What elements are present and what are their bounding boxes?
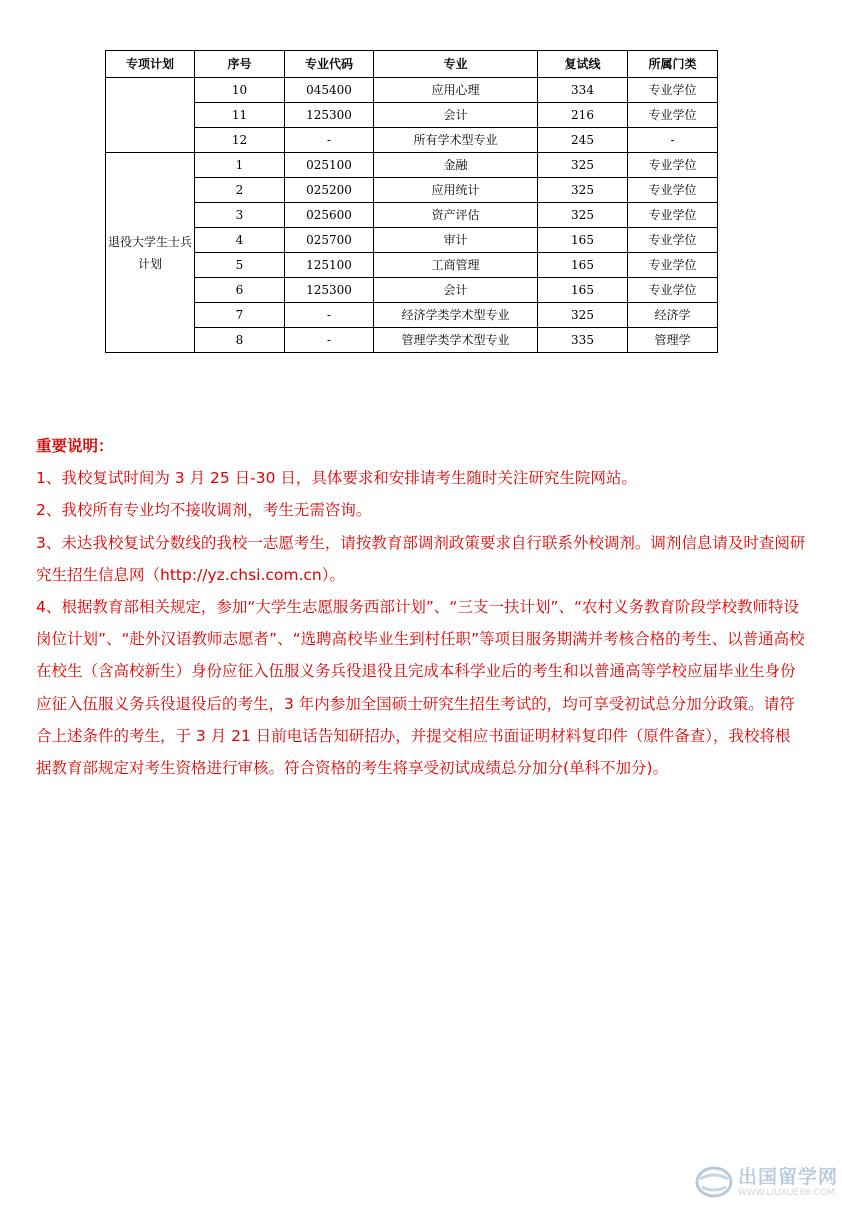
cell-score: 335 [538, 328, 628, 353]
cell-major: 工商管理 [374, 253, 538, 278]
cell-code: 025700 [285, 228, 374, 253]
cell-major: 应用心理 [374, 78, 538, 103]
cell-category: 专业学位 [628, 103, 718, 128]
cell-index: 1 [195, 153, 285, 178]
cell-category: - [628, 128, 718, 153]
cell-major: 应用统计 [374, 178, 538, 203]
cell-index: 2 [195, 178, 285, 203]
table-row [106, 303, 718, 328]
note-item-3: 3、未达我校复试分数线的我校一志愿考生，请按教育部调剂政策要求自行联系外校调剂。调剂信息请及时查阅研究生招生信息网（http://yz.chsi.com.cn）。 [36, 533, 806, 584]
cell-score: 216 [538, 103, 628, 128]
header-retest-line: 复试线 [538, 51, 628, 78]
cell-major: 金融 [374, 153, 538, 178]
cell-code: - [285, 303, 374, 328]
cell-major: 审计 [374, 228, 538, 253]
cell-code: 125100 [285, 253, 374, 278]
cell-score: 325 [538, 203, 628, 228]
notes-title: 重要说明： [36, 437, 114, 455]
cell-score: 165 [538, 278, 628, 303]
table-row [106, 178, 718, 203]
cell-category: 专业学位 [628, 253, 718, 278]
cell-index: 5 [195, 253, 285, 278]
cell-major: 资产评估 [374, 203, 538, 228]
cell-score: 334 [538, 78, 628, 103]
table-row [106, 278, 718, 303]
cell-index: 3 [195, 203, 285, 228]
header-category: 所属门类 [628, 51, 718, 78]
table-row [106, 103, 718, 128]
table-row [106, 328, 718, 353]
table-row [106, 128, 718, 153]
globe-logo-icon [694, 1165, 734, 1199]
header-plan: 专项计划 [106, 51, 195, 78]
important-notes [36, 430, 806, 784]
cell-index: 12 [195, 128, 285, 153]
watermark-logo [694, 1165, 838, 1199]
plan-cell [106, 78, 195, 153]
cell-index: 6 [195, 278, 285, 303]
cell-major: 所有学术型专业 [374, 128, 538, 153]
cell-code: 125300 [285, 103, 374, 128]
cell-category: 专业学位 [628, 178, 718, 203]
plan-cell: 退役大学生士兵计划 [106, 153, 195, 353]
cell-score: 245 [538, 128, 628, 153]
cell-major: 会计 [374, 103, 538, 128]
cell-code: 025200 [285, 178, 374, 203]
cell-index: 7 [195, 303, 285, 328]
cell-index: 8 [195, 328, 285, 353]
cell-category: 专业学位 [628, 78, 718, 103]
header-index: 序号 [195, 51, 285, 78]
cell-code: 045400 [285, 78, 374, 103]
score-table [105, 50, 718, 353]
watermark-name: 出国留学网 [737, 1165, 838, 1188]
note-item-2: 2、我校所有专业均不接收调剂，考生无需咨询。 [36, 501, 372, 520]
cell-score: 165 [538, 228, 628, 253]
table-header-row [106, 51, 718, 78]
table-row [106, 203, 718, 228]
note-item-4: 4、根据教育部相关规定，参加“大学生志愿服务西部计划”、“三支一扶计划”、“农村义务教育阶段学校教师特设岗位计划”、“赴外汉语教师志愿者”、“选聘高校毕业生到村任职”等项目服务期满并考核合格的考生、以普通高校在校生（含高校新生）身份应征入伍服义务兵役退役且完成本科学业后的考生和以普通高等学校应届毕业生身份应征入伍服义务兵役退役后的考生，3 年内参加全国硕士研究生招生考试的，均可享受初试总分加分政策。请符合上述条件的考生，于 3 月 21 日前电话告知研招办，并提交相应书面证明材料复印件（原件备查），我校将根据教育部规定对考生资格进行审核。符合资格的考生将享受初试成绩总分加分(单科不加分)。 [36, 598, 805, 778]
table-row [106, 228, 718, 253]
cell-major: 会计 [374, 278, 538, 303]
cell-category: 专业学位 [628, 278, 718, 303]
cell-major: 管理学类学术型专业 [374, 328, 538, 353]
cell-code: - [285, 328, 374, 353]
table-row [106, 78, 718, 103]
cell-category: 管理学 [628, 328, 718, 353]
cell-index: 11 [195, 103, 285, 128]
watermark-url: WWW.LIUXUE86.COM [737, 1187, 835, 1198]
cell-category: 专业学位 [628, 203, 718, 228]
table-row [106, 253, 718, 278]
cell-category: 经济学 [628, 303, 718, 328]
cell-score: 325 [538, 178, 628, 203]
cell-score: 165 [538, 253, 628, 278]
cell-index: 10 [195, 78, 285, 103]
cell-code: 025600 [285, 203, 374, 228]
cell-category: 专业学位 [628, 228, 718, 253]
header-major: 专业 [374, 51, 538, 78]
header-major-code: 专业代码 [285, 51, 374, 78]
table-row [106, 153, 718, 178]
cell-score: 325 [538, 303, 628, 328]
cell-index: 4 [195, 228, 285, 253]
cell-code: 125300 [285, 278, 374, 303]
cell-score: 325 [538, 153, 628, 178]
cell-major: 经济学类学术型专业 [374, 303, 538, 328]
cell-code: 025100 [285, 153, 374, 178]
cell-code: - [285, 128, 374, 153]
cell-category: 专业学位 [628, 153, 718, 178]
note-item-1: 1、我校复试时间为 3 月 25 日-30 日，具体要求和安排请考生随时关注研究生院网站。 [36, 469, 637, 488]
